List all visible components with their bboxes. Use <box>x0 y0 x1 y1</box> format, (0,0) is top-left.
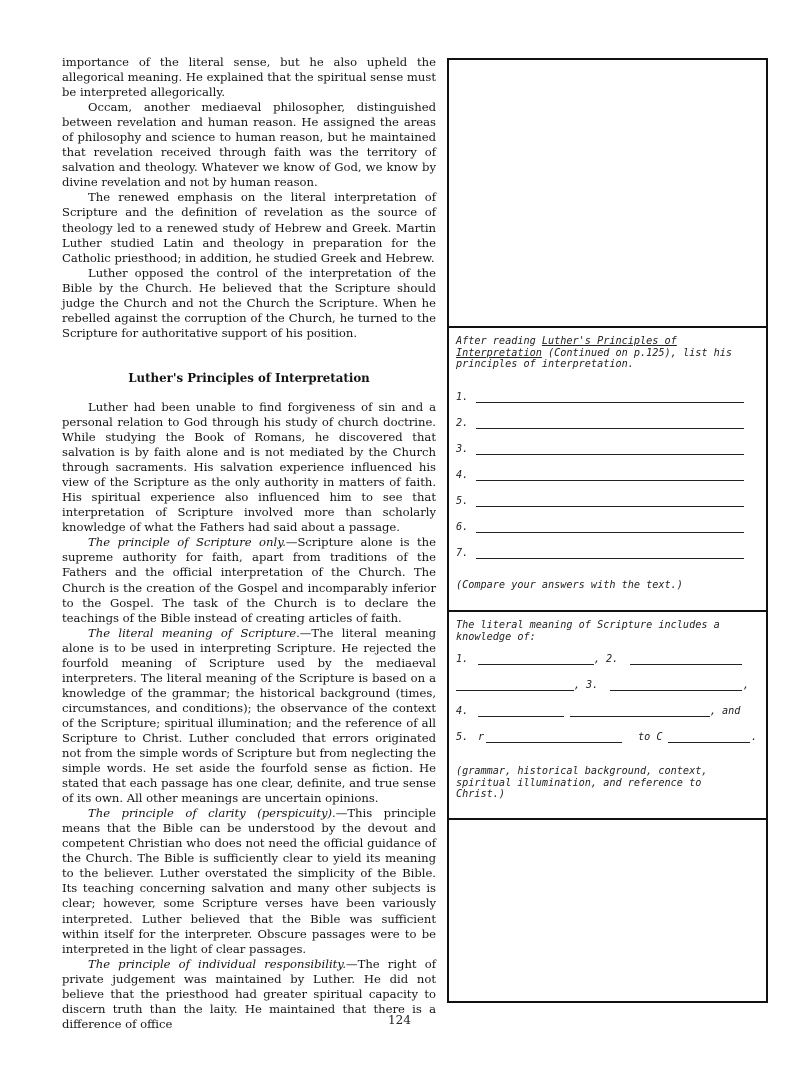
answer-blank[interactable] <box>476 454 744 455</box>
and-label: and <box>722 706 741 718</box>
workbook-column <box>447 58 768 1003</box>
paragraph-lead: The principle of individual responsibility. <box>88 956 347 971</box>
comma: , <box>710 706 717 718</box>
page-number: 124 <box>388 1013 411 1027</box>
hint-letter-r: r <box>478 732 485 744</box>
blank-frame-top <box>449 60 766 326</box>
answer-blank[interactable] <box>610 690 742 691</box>
paragraph-lead: The principle of Scripture only. <box>88 535 286 550</box>
item-number: 5. <box>456 732 469 744</box>
item-number: 2. <box>456 418 469 430</box>
prompt-text: (Continued on p.125), list his principles of interpretation. <box>456 347 733 371</box>
paragraph <box>62 626 436 807</box>
fill-row <box>456 704 761 718</box>
prompt-underlined-title: Luther's Principles of Interpretation <box>456 336 677 359</box>
exercise-principles-frame <box>449 326 766 612</box>
prompt-text: After reading <box>456 336 542 347</box>
item-number: 3. <box>456 444 469 456</box>
paragraph-text: Luther had been unable to find forgiveness of sin and a personal relation to God through his study of church doctrine. While studying the Book of Romans, he discovered that salvation is by faith alone and is not mediated by the Church through sacraments. His salvation experience influenced his view of the Scripture as the only authority in matters of faith. His spiritual experience also influenced him to see that interpretation of Scripture involved more than scholarly knowledge of what the Fathers had said about a passage. <box>62 399 436 535</box>
paragraph <box>62 400 436 535</box>
answer-row[interactable] <box>456 442 756 456</box>
paragraph-lead: The literal meaning of Scripture. <box>88 625 300 640</box>
body-text-column <box>62 55 436 1032</box>
comma: , <box>594 654 601 666</box>
paragraph-lead: The principle of clarity (perspicuity). <box>88 806 336 821</box>
answer-key: (grammar, historical background, context, spiritual illumination, and reference to Christ.) <box>456 766 708 801</box>
paragraph <box>62 535 436 625</box>
answer-row[interactable] <box>456 416 756 430</box>
period: . <box>751 732 758 744</box>
item-number: 7. <box>456 548 469 560</box>
hint-to-c: to C <box>638 732 663 744</box>
item-number: 2. <box>606 654 619 666</box>
item-number: 4. <box>456 706 469 718</box>
paragraph: Occam, another mediaeval philosopher, distinguished between revelation and human reason. He assigned the areas of philosophy and science to human reason, but he maintained that revelation received through faith was the territory of salvation and theology. Whatever we know of God, we know by divine revelation and not by human reason. <box>62 100 436 190</box>
paragraph <box>62 806 436 956</box>
answer-row[interactable] <box>456 468 756 482</box>
fill-row <box>456 678 761 692</box>
answer-blank[interactable] <box>478 664 594 665</box>
answer-blank[interactable] <box>630 664 742 665</box>
answer-blank[interactable] <box>486 742 622 743</box>
paragraph-text: —The right of private judgement was maintained by Luther. He did not believe that the priesthood had greater spiritual capacity to discern truth than the laity. He maintained that there is a difference of office <box>62 956 436 1031</box>
answer-blank[interactable] <box>476 402 744 403</box>
answer-row[interactable] <box>456 494 756 508</box>
exercise-literal-meaning-frame <box>449 610 766 820</box>
answer-row[interactable] <box>456 546 756 560</box>
paragraph-text: —The literal meaning alone is to be used in interpreting Scripture. He rejected the fourfold meaning of Scripture used by the mediaeval interpreters. The literal meaning of the Scripture is based on a knowledge of the grammar; the historical background (times, circumstances, and conditions); the observance of the context of the Scripture; spiritual illumination; and the reference of all Scripture to Christ. Luther concluded that errors originated not from the simple words of Scripture but from neglecting the simple words. He set aside the fourfold sense as fiction. He stated that each passage has one clear, definite, and true sense of its own. All other meanings are uncertain opinions. <box>62 625 436 806</box>
answer-blank[interactable] <box>476 506 744 507</box>
exercise-prompt <box>456 336 756 371</box>
fill-row <box>456 652 761 666</box>
paragraph: The renewed emphasis on the literal interpretation of Scripture and the definition of revelation as the source of theology led to a renewed study of Hebrew and Greek. Martin Luther studied Latin and theology in preparation for the Catholic priesthood; in addition, he studied Greek and Hebrew. <box>62 190 436 265</box>
answer-blank[interactable] <box>476 480 744 481</box>
answer-blank[interactable] <box>476 428 744 429</box>
paragraph: Luther opposed the control of the interpretation of the Bible by the Church. He believed that the Scripture should judge the Church and not the Church the Scripture. When he rebelled against the corruption of the Church, he turned to the Scripture for authoritative support of his position. <box>62 265 436 340</box>
blank-frame-bottom <box>449 818 766 1001</box>
item-number: 3. <box>586 680 599 692</box>
answer-blank[interactable] <box>570 716 710 717</box>
item-number: 5. <box>456 496 469 508</box>
comma: , <box>743 680 750 692</box>
fill-row <box>456 730 761 744</box>
item-number: 6. <box>456 522 469 534</box>
answer-blank[interactable] <box>478 716 564 717</box>
comma: , <box>574 680 581 692</box>
paragraph-text: —This principle means that the Bible can be understood by the devout and competent Christian who does not need the official guidance of the Church. The Bible is sufficiently clear to yield its meaning to the believer. Luther overstated the simplicity of the Bible. Its teaching concerning salvation and many other subjects is clear; however, some Scripture verses have been variously interpreted. Luther believed that the Bible was sufficient within itself for the interpreter. Obscure passages were to be interpreted in the light of clear passages. <box>62 806 436 956</box>
answer-blank[interactable] <box>476 558 744 559</box>
item-number: 1. <box>456 654 469 666</box>
section-heading: Luther's Principles of Interpretation <box>128 370 370 385</box>
compare-note: (Compare your answers with the text.) <box>456 580 683 591</box>
exercise-prompt: The literal meaning of Scripture includes a knowledge of: <box>456 620 720 643</box>
answer-blank[interactable] <box>668 742 750 743</box>
answer-row[interactable] <box>456 520 756 534</box>
answer-blank[interactable] <box>456 690 574 691</box>
item-number: 1. <box>456 392 469 404</box>
answer-row[interactable] <box>456 390 756 404</box>
paragraph-text: —Scripture alone is the supreme authority for faith, apart from traditions of the Fathers and the official interpretation of the Church. The Church is the creation of the Gospel and incomparably inferior to the Gospel. The task of the Church is to declare the teachings of the Bible instead of creating articles of faith. <box>62 535 436 625</box>
paragraph: importance of the literal sense, but he also upheld the allegorical meaning. He explained that the spiritual sense must be interpreted allegorically. <box>62 55 436 100</box>
item-number: 4. <box>456 470 469 482</box>
answer-blank[interactable] <box>476 532 744 533</box>
